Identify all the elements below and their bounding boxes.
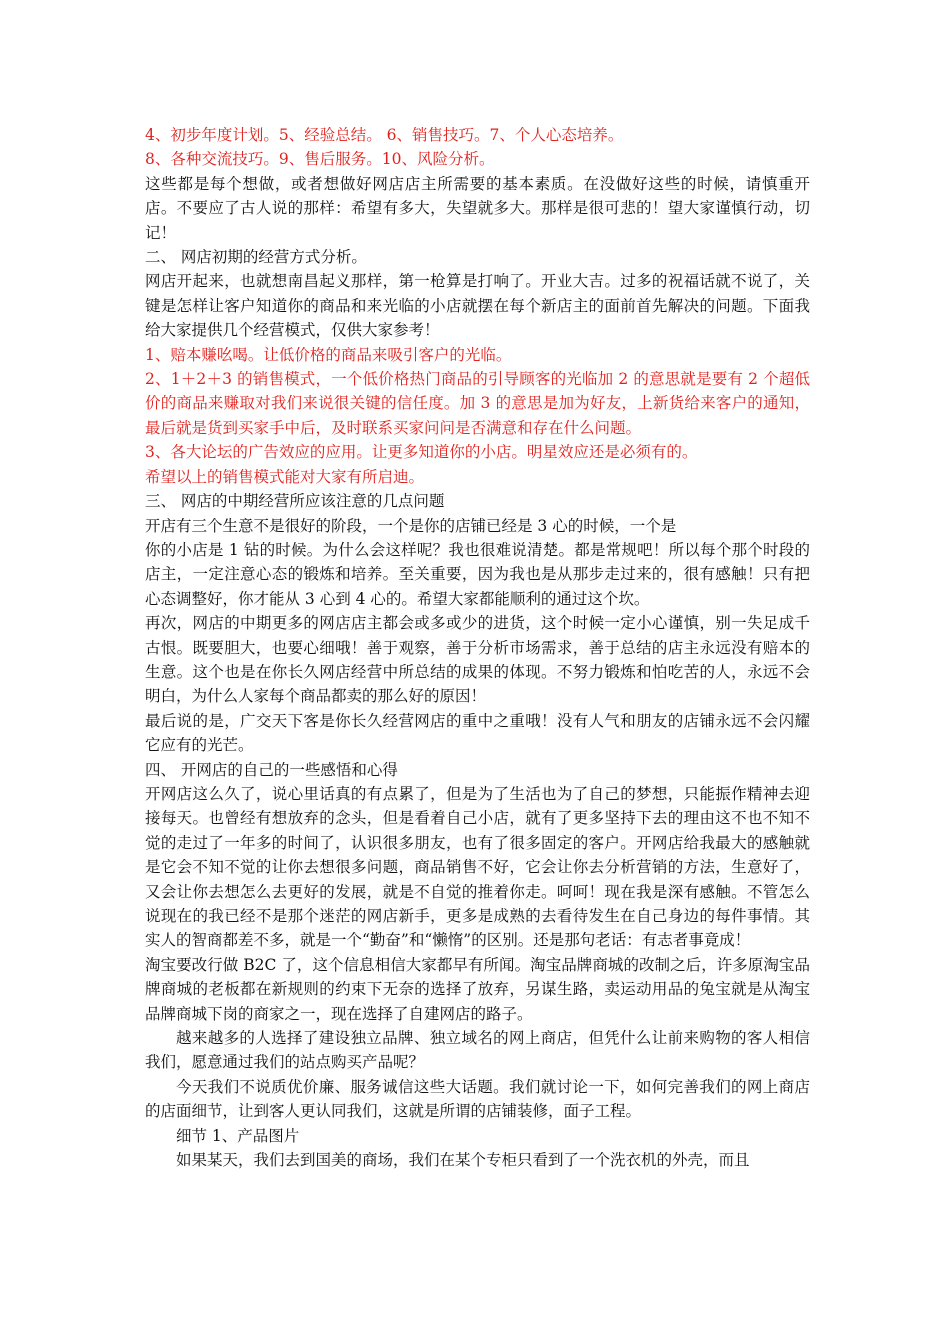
model-item-2: 2、1＋2＋3 的销售模式，一个低价格热门商品的引导顾客的光临加 2 的意思就是要有 2 个超低价的商品来赚取对我们来说很关键的信任度。加 3 的意思是加为好友，上新货给来客户的通知，最后就是货到买家手中后，及时联系买家问问是否满意和存在什么问题。 xyxy=(145,370,810,437)
document-body xyxy=(145,123,810,1172)
mid-stage-paragraph-2: 再次，网店的中期更多的网店店主都会或多或少的进货，这个时候一定小心谨慎，别一失足成千古恨。既要胆大，也要心细哦！善于观察，善于分析市场需求，善于总结的店主永远没有赔本的生意。这个也是在你长久网店经营中所总结的成果的体现。不努力锻炼和怕吃苦的人，永远不会明白，为什么人家每个商品都卖的那么好的原因！ xyxy=(145,614,810,706)
detail-1-heading: 细节 1、产品图片 xyxy=(176,1126,300,1145)
early-stage-paragraph: 网店开起来，也就想南昌起义那样，第一枪算是打响了。开业大吉。过多的祝福话就不说了，关键是怎样让客户知道你的商品和来光临的小店就摆在每个新店主的面前首先解决的问题。下面我给大家提供几个经营模式，仅供大家参考！ xyxy=(145,272,810,340)
mid-stage-paragraph-1: 你的小店是 1 钻的时候。为什么会这样呢？我也很难说清楚。都是常规吧！所以每个那个时段的店主，一定注意心态的锻炼和培养。至关重要，因为我也是从那步走过来的，很有感触！只有把心态调整好，你才能从 3 心到 4 心的。希望大家都能顺利的通过这个坎。 xyxy=(145,540,810,608)
section-heading-2: 二、 网店初期的经营方式分析。 xyxy=(145,248,367,267)
mid-stage-paragraph-3: 最后说的是，广交天下客是你长久经营网店的重中之重哦！没有人气和朋友的店铺永远不会闪耀它应有的光芒。 xyxy=(145,711,810,755)
model-item-3: 3、各大论坛的广告效应的应用。让更多知道你的小店。明星效应还是必须有的。 xyxy=(145,443,698,462)
plan-list-line-1: 4、初步年度计划。5、经验总结。 6、销售技巧。7、个人心态培养。 xyxy=(145,126,624,144)
reflection-paragraph: 开网店这么久了，说心里话真的有点累了，但是为了生活也为了自己的梦想，只能振作精神去迎接每天。也曾经有想放弃的念头，但是看着自己小店，就有了更多坚持下去的理由这不也不知不觉的走过了一年多的时间了，认识很多朋友，也有了很多固定的客户。开网店给我最大的感触就是它会不知不觉的让你去想很多问题，商品销售不好，它会让你去分析营销的方法，生意好了，又会让你去想怎么去更好的发展，就是不自觉的推着你走。呵呵！现在我是深有感触。不管怎么说现在的我已经不是那个迷茫的网店新手，更多是成熟的去看待发生在自己身边的每件事情。其实人的智商都差不多，就是一个“勤奋”和“懒惰”的区别。还是那句老话：有志者事竟成！ xyxy=(145,784,810,950)
product-image-paragraph: 如果某天，我们去到国美的商场，我们在某个专柜只看到了一个洗衣机的外壳，而且 xyxy=(176,1151,750,1170)
store-detail-paragraph: 今天我们不说质优价廉、服务诚信这些大话题。我们就讨论一下，如何完善我们的网上商店的店面细节，让到客人更认同我们，这就是所谓的店铺装修，面子工程。 xyxy=(145,1077,810,1121)
plan-list-line-2: 8、各种交流技巧。9、售后服务。10、风险分析。 xyxy=(145,150,495,169)
independent-store-paragraph: 越来越多的人选择了建设独立品牌、独立域名的网上商店，但凭什么让前来购物的客人相信我们，愿意通过我们的站点购买产品呢？ xyxy=(145,1029,810,1072)
section-heading-3: 三、 网店的中期经营所应该注意的几点问题 xyxy=(145,492,445,511)
basic-quality-paragraph: 这些都是每个想做，或者想做好网店店主所需要的基本素质。在没做好这些的时候，请慎重开店。不要应了古人说的那样：希望有多大，失望就多大。那样是很可悲的！望大家谨慎行动，切记！ xyxy=(145,174,810,242)
mid-stage-intro: 开店有三个生意不是很好的阶段，一个是你的店铺已经是 3 心的时候，一个是 xyxy=(145,516,677,535)
model-item-1: 1、赔本赚吆喝。让低价格的商品来吸引客户的光临。 xyxy=(145,345,512,364)
model-conclusion: 希望以上的销售模式能对大家有所启迪。 xyxy=(145,467,425,486)
taobao-b2c-paragraph: 淘宝要改行做 B2C 了，这个信息相信大家都早有所闻。淘宝品牌商城的改制之后，许多原淘宝品牌商城的老板都在新规则的约束下无奈的选择了放弃，另谋生路，卖运动用品的兔宝就是从淘宝品牌商城下岗的商家之一，现在选择了自建网店的路子。 xyxy=(145,955,810,1023)
section-heading-4: 四、 开网店的自己的一些感悟和心得 xyxy=(145,760,398,779)
